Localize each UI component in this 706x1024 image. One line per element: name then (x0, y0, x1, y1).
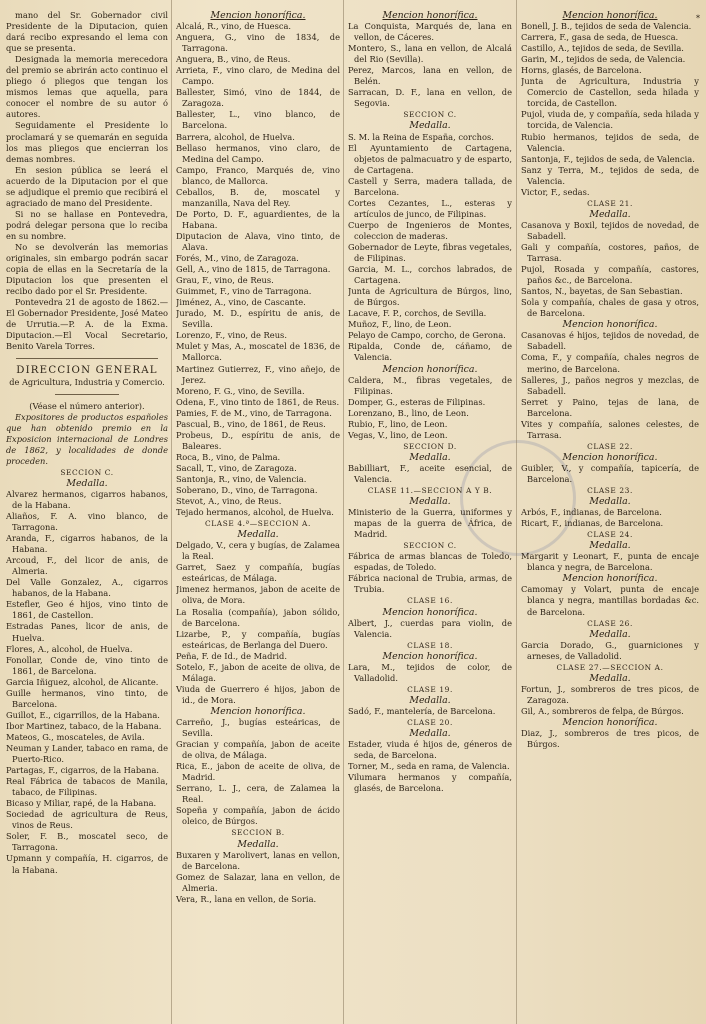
clase-heading: CLASE 23. (587, 486, 633, 496)
exhibitor-entry-list (348, 739, 512, 794)
exhibitor-entry: Junta de Agricultura de Búrgos, lino, de Búrgos. (348, 286, 512, 308)
exhibitor-entry: Gomez de Salazar, lana en vellon, de Almeria. (176, 871, 340, 893)
exhibitor-entry: Aliaños, F. A. vino blanco, de Tarragona. (6, 511, 168, 533)
exhibitor-entry: Lorenzo, F., vino, de Reus. (176, 330, 287, 341)
column-4 (521, 10, 699, 1018)
mention-heading: Mencion honorífica. (562, 451, 658, 463)
exhibitor-entry: El Ayuntamiento de Cartagena, objetos de palmacuatro y de esparto, de Cartagena. (348, 142, 512, 175)
exhibitor-entry: Mulet y Mas, A., moscatel de 1836, de Mallorca. (176, 341, 340, 363)
exhibitor-entry-list (348, 463, 512, 485)
exhibitor-entry: Ballester, Simó, vino de 1844, de Zaragoza. (176, 87, 340, 109)
exhibitor-entry: Sarracan, D. F., lana en vellon, de Segovia. (348, 87, 512, 109)
exhibitor-entry: Pujol, viuda de, y compañía, seda hilada y torcida, de Valencia. (521, 109, 699, 131)
exhibitor-entry: Camomay y Volart, punta de encaje blanca y negra, mantillas bordadas &c. de Barcelona. (521, 584, 699, 617)
exhibitor-entry: Junta de Agricultura, Industria y Comercio de Castellon, seda hilada y torcida, de Castellon. (521, 76, 699, 109)
exhibitor-entry: Bonell, J. B., tejidos de seda de Valencia. (521, 21, 692, 32)
exhibitor-entry: Flores, A., alcohol, de Huelva. (6, 643, 133, 654)
exhibitor-entry: Coma, F., y compañía, chales negros de merino, de Barcelona. (521, 352, 699, 374)
exhibitor-entry-list (176, 717, 340, 827)
exhibitor-entry: Probeus, D., espíritu de anis, de Baleares. (176, 429, 340, 451)
intro-paragraph: No se devolverán las memorias originales, sin embargo podrán sacar copia de ellas en la Secretaría de la Diputacion los que presenten el recibo dado por el Sr. Presidente. (6, 241, 168, 297)
mention-heading: Mencion honorífica. (562, 10, 658, 21)
exhibitor-entry-list (521, 220, 699, 319)
divider (16, 358, 159, 359)
exhibitor-entry: Stevot, A., vino, de Reus. (176, 496, 282, 507)
exhibitor-entry: Vegas, V., lino, de Leon. (348, 429, 448, 440)
mention-heading: Mencion honorífica. (562, 717, 658, 728)
exhibitor-entry: Ibor Martinez, tabaco, de la Habana. (6, 720, 162, 731)
exhibitor-entry: Arbós, F., indianas, de Barcelona. (521, 507, 662, 518)
exhibitor-entry: Fonollar, Conde de, vino tinto de 1861, de Barcelona. (6, 654, 168, 676)
mention-heading: Mencion honorífica. (210, 705, 306, 717)
expo-title: Expositores de productos españoles que han obtenido premio en la Exposicion internacional de Londres de 1862, y localidades de donde proceden. (6, 411, 168, 466)
exhibitor-entry-list (521, 551, 699, 573)
exhibitor-entry: Victor, F., sedas. (521, 186, 590, 197)
exhibitor-entry: Sociedad de agricultura de Reus, vinos de Reus. (6, 809, 168, 831)
intro-paragraph: Designada la memoria merecedora del premio se abrirán acto continuo el pliego ó pliegos que tengan los mismos lemas que aquella, para conocer el nombre de su autor ó autores. (6, 54, 168, 120)
page-mark: * (696, 14, 700, 23)
clase-heading: CLASE 26. (587, 618, 633, 628)
intro-paragraph: Seguidamente el Presidente lo proclamará y se quemarán en seguida los mas pliegos que encierran los demas nombres. (6, 120, 168, 164)
column-3 (348, 10, 512, 1018)
exhibitor-entry: Garret, Saez y compañía, bugías esteáricas, de Málaga. (176, 562, 340, 584)
exhibitor-entry: Santonja, R., vino, de Valencia. (176, 473, 307, 484)
exhibitor-entry-list (521, 584, 699, 617)
exhibitor-entry: Del Valle Gonzalez, A., cigarros habanos, de la Habana. (6, 577, 168, 599)
exhibitor-entry: Garin, M., tejidos de seda, de Valencia. (521, 54, 686, 65)
mention-heading: Mencion honorífica. (382, 363, 478, 375)
medal-heading: Medalla. (589, 672, 631, 684)
exhibitor-entry: Gali y compañía, costores, paños, de Tarrasa. (521, 241, 699, 264)
exhibitor-entry: Muñoz, F., lino, de Leon. (348, 319, 452, 330)
exhibitor-entry: Rubio, F., lino, de Leon. (348, 418, 448, 429)
column-rule (171, 0, 172, 1024)
exhibitor-entry-list (348, 618, 512, 640)
exhibitor-entry-list (521, 684, 699, 717)
exhibitor-entry-list (176, 21, 340, 518)
medal-heading: Medalla. (66, 477, 108, 489)
medal-heading: Medalla. (589, 208, 631, 220)
exhibitor-entry: Alcalá, R., vino, de Huesca. (176, 21, 292, 32)
section-heading: SECCION C. (403, 110, 457, 120)
exhibitor-entry: Vilumara hermanos y compañía, glasés, de Barcelona. (348, 772, 512, 794)
clase-heading: CLASE 21. (587, 198, 633, 208)
column-1 (6, 10, 168, 1018)
exhibitor-entry: Bellaso hermanos, vino claro, de Medina del Campo. (176, 142, 340, 164)
exhibitor-entry: Jiménez, A., vino, de Cascante. (176, 297, 306, 308)
exhibitor-entry: Sotelo, F., jabon de aceite de oliva, de Málaga. (176, 661, 340, 683)
exhibitor-entry: Neuman y Lander, tabaco en rama, de Puerto-Rico. (6, 743, 168, 765)
exhibitor-entry: Torner, M., seda en rama, de Valencia. (348, 761, 510, 772)
divider (55, 394, 120, 395)
exhibitor-entry-list (348, 21, 512, 109)
medal-heading: Medalla. (409, 694, 451, 706)
exhibitor-entry: Peña, F. de Id., de Madrid. (176, 650, 287, 661)
medal-heading: Medalla. (237, 838, 279, 850)
mention-heading: Mencion honorífica. (562, 319, 658, 331)
exhibitor-entry: Roca, B., vino, de Palma. (176, 451, 281, 462)
exhibitor-entry-list (176, 850, 340, 905)
exhibitor-entry: Guillot, E., cigarrillos, de la Habana. (6, 709, 160, 720)
exhibitor-entry: Sadó, F., mantelería, de Barcelona. (348, 705, 496, 716)
clase-heading: CLASE 18. (407, 640, 453, 650)
exhibitor-entry: Tejado hermanos, alcohol, de Huelva. (176, 507, 334, 518)
exhibitor-entry-list (521, 463, 699, 485)
exhibitor-entry: Mateos, G., moscateles, de Avila. (6, 731, 145, 742)
intro-paragraph: mano del Sr. Gobernador civil Presidente de la Diputacion, quien dará recibo expresando el lema con que se presenta. (6, 10, 168, 54)
exhibitor-entry: Estradas Panes, licor de anis, de Huelva. (6, 621, 168, 643)
direccion-subtitle: de Agricultura, Industria y Comercio. (9, 376, 165, 387)
exhibitor-entry-list (6, 489, 168, 876)
exhibitor-entry: Margarit y Leonart, F., punta de encaje blanca y negra, de Barcelona. (521, 551, 699, 573)
exhibitor-entry: Real Fábrica de tabacos de Manila, tabaco, de Filipinas. (6, 776, 168, 798)
exhibitor-entry: Casanova y Boxil, tejidos de novedad, de Sabadell. (521, 219, 699, 241)
exhibitor-entry: Martinez Gutierrez, F., vino añejo, de Jerez. (176, 363, 340, 385)
exhibitor-entry: Guibler, V., y compañía, tapicería, de Barcelona. (521, 462, 699, 484)
exhibitor-entry-list (521, 21, 699, 198)
exhibitor-entry: Salleres, J., paños negros y mezclas, de Sabadell. (521, 374, 699, 396)
intro-paragraph: Si no se hallase en Pontevedra, podrá delegar persona que lo reciba en su nombre. (6, 208, 168, 241)
exhibitor-entry: Partagas, F., cigarros, de la Habana. (6, 765, 160, 776)
medal-heading: Medalla. (409, 451, 451, 463)
mention-heading: Mencion honorífica. (382, 10, 478, 21)
exhibitor-entry: Serrano, L. J., cera, de Zalamea la Real. (176, 783, 340, 805)
clase-heading: CLASE 11.—SECCION A Y B. (367, 486, 493, 496)
intro-paragraph-list (6, 10, 168, 352)
exhibitor-entry: Gil, A., sombreros de felpa, de Búrgos. (521, 705, 684, 716)
exhibitor-entry: Lara, M., tejidos de color, de Valladolid. (348, 661, 512, 683)
medal-heading: Medalla. (589, 540, 631, 552)
exhibitor-entry: Guimmet, F., vino de Tarragona. (176, 286, 312, 297)
section-heading: SECCION D. (403, 441, 457, 451)
exhibitor-entry: Garcia Dorado, G., guarniciones y arneses, de Valladolid. (521, 639, 699, 661)
exhibitor-entry: Sola y compañía, chales de gasa y otros, de Barcelona. (521, 297, 699, 319)
exhibitor-entry-list (348, 706, 512, 717)
exhibitor-entry: Pelayo de Campo, corcho, de Gerona. (348, 330, 506, 341)
column-rule (516, 0, 517, 1024)
exhibitor-entry: Babilliart, F., aceite esencial, de Valencia. (348, 462, 512, 484)
exhibitor-entry: De Porto, D. F., aguardientes, de la Habana. (176, 208, 340, 230)
exhibitor-entry-list (521, 330, 699, 440)
exhibitor-entry: Ricart, F., indianas, de Barcelona. (521, 518, 664, 529)
exhibitor-entry-list (521, 728, 699, 750)
exhibitor-entry: Arrieta, F., vino claro, de Medina del Campo. (176, 65, 340, 87)
exhibitor-entry: Forés, M., vino, de Zaragoza. (176, 253, 299, 264)
medal-heading: Medalla. (409, 496, 451, 508)
exhibitor-entry: Carreño, J., bugías esteáricas, de Sevilla. (176, 717, 340, 739)
exhibitor-entry: S. M. la Reina de España, corchos. (348, 131, 494, 142)
exhibitor-entry-list (348, 551, 512, 595)
mention-heading: Mencion honorífica. (382, 650, 478, 662)
exhibitor-entry: Gracian y compañía, jabon de aceite de oliva, de Málaga. (176, 739, 340, 761)
exhibitor-entry: Gell, A., vino de 1815, de Tarragona. (176, 264, 331, 275)
exhibitor-entry: Domper, G., esteras de Filipinas. (348, 396, 486, 407)
exhibitor-entry: Anguera, B., vino, de Reus. (176, 54, 291, 65)
clase-heading: CLASE 24. (587, 530, 633, 540)
exhibitor-entry: Sopeña y compañía, jabon de ácido oleico, de Búrgos. (176, 805, 340, 827)
exhibitor-entry: Serret y Paino, tejas de lana, de Barcelona. (521, 396, 699, 418)
exhibitor-entry: Rubio hermanos, tejidos de seda, de Valencia. (521, 131, 699, 153)
exhibitor-entry: Pamies, F. de M., vino, de Tarragona. (176, 407, 332, 418)
clase-heading: CLASE 4.ª—SECCION A. (205, 519, 311, 529)
exhibitor-entry: Caldera, M., fibras vegetales, de Filipinas. (348, 374, 512, 396)
section-heading: SECCION B. (231, 828, 285, 838)
exhibitor-entry-list (521, 640, 699, 662)
exhibitor-entry-list (348, 507, 512, 540)
see-note: (Véase el número anterior). (29, 400, 145, 411)
exhibitor-entry: Campo, Franco, Marqués de, vino blanco, de Mallorca. (176, 164, 340, 186)
medal-heading: Medalla. (237, 529, 279, 541)
exhibitor-entry: Alvarez hermanos, cigarros habanos, de la Habana. (6, 488, 168, 510)
exhibitor-entry-list (348, 132, 512, 364)
section-heading: SECCION C. (60, 467, 114, 477)
exhibitor-entry: Garcia Iñiguez, alcohol, de Alicante. (6, 676, 159, 687)
exhibitor-entry: Castillo, A., tejidos de seda, de Sevilla. (521, 43, 684, 54)
medal-heading: Medalla. (409, 728, 451, 740)
exhibitor-entry: Anguera, G., vino de 1834, de Tarragona. (176, 32, 340, 54)
exhibitor-entry-list (348, 662, 512, 684)
exhibitor-entry: Gobernador de Leyte, fibras vegetales, de Filipinas. (348, 241, 512, 264)
clase-heading: CLASE 27.—SECCION A. (556, 662, 664, 672)
exhibitor-entry: Perez, Marcos, lana en vellon, de Belén. (348, 65, 512, 87)
exhibitor-entry: Cuerpo de Ingenieros de Montes, coleccion de maderas. (348, 219, 512, 241)
exhibitor-entry: Cortes Cezantes, L., esteras y artículos de junco, de Filipinas. (348, 197, 512, 219)
exhibitor-entry: Sacall, T., vino, de Zaragoza. (176, 462, 297, 473)
exhibitor-entry-list (521, 507, 699, 529)
exhibitor-entry: Jimenez hermanos, jabon de aceite de oliva, de Mora. (176, 584, 340, 606)
column-2 (176, 10, 340, 1018)
exhibitor-entry: Soler, F. B., moscatel seco, de Tarragona. (6, 831, 168, 853)
mention-heading: Mencion honorífica. (562, 573, 658, 585)
exhibitor-entry: Soberano, D., vino, de Tarragona. (176, 485, 318, 496)
exhibitor-entry: Garcia, M. L., corchos labrados, de Cartagena. (348, 264, 512, 286)
mention-heading: Mencion honorífica. (210, 10, 306, 21)
exhibitor-entry: Estader, viuda é hijos de, géneros de seda, de Barcelona. (348, 739, 512, 761)
exhibitor-entry: Arcoud, F., del licor de anis, de Almeria. (6, 555, 168, 577)
exhibitor-entry: Casanovas é hijos, tejidos de novedad, de Sabadell. (521, 330, 699, 352)
exhibitor-entry: Pujol, Rosada y compañía, castores, paños &c., de Barcelona. (521, 264, 699, 286)
exhibitor-entry-list (348, 375, 512, 441)
exhibitor-entry: Vera, R., lana en vellon, de Soria. (176, 893, 317, 904)
exhibitor-entry: Barrera, alcohol, de Huelva. (176, 131, 295, 142)
exhibitor-entry: Jurado, M. D., espíritu de anis, de Sevilla. (176, 308, 340, 330)
clase-heading: CLASE 19. (407, 684, 453, 694)
clase-heading: CLASE 16. (407, 596, 453, 606)
exhibitor-entry: Carrera, F., gasa de seda, de Huesca. (521, 32, 679, 43)
exhibitor-entry: La Conquista, Marqués de, lana en vellon, de Cáceres. (348, 21, 512, 43)
exhibitor-entry: La Rosalia (compañía), jabon sólido, de Barcelona. (176, 606, 340, 628)
medal-heading: Medalla. (589, 496, 631, 508)
exhibitor-entry: Ceballos, B. de, moscatel y manzanilla, Nava del Rey. (176, 186, 340, 208)
exhibitor-entry: Bicaso y Miliar, rapé, de la Habana. (6, 798, 157, 809)
exhibitor-entry: Fábrica nacional de Trubia, armas, de Trubia. (348, 573, 512, 595)
exhibitor-entry: Albert, J., cuerdas para violin, de Valencia. (348, 617, 512, 639)
exhibitor-entry: Ripalda, Conde de, cáñamo, de Valencia. (348, 341, 512, 363)
exhibitor-entry: Upmann y compañía, H. cigarros, de la Habana. (6, 853, 168, 875)
mention-heading: Mencion honorífica. (382, 606, 478, 618)
intro-paragraph: En sesion pública se leerá el acuerdo de la Diputacion por el que se adjudique el premio que recibirá el agraciado de mano del Presidente. (6, 164, 168, 208)
exhibitor-entry: Pascual, B., vino, de 1861, de Reus. (176, 418, 326, 429)
exhibitor-entry: Santos, N., bayetas, de San Sebastian. (521, 286, 683, 297)
section-heading: SECCION C. (403, 541, 457, 551)
exhibitor-entry: Castell y Serra, madera tallada, de Barcelona. (348, 175, 512, 197)
exhibitor-entry: Vites y compañía, salones celestes, de Tarrasa. (521, 418, 699, 440)
exhibitor-entry: Sanz y Terra, M., tejidos de seda, de Valencia. (521, 164, 699, 186)
medal-heading: Medalla. (589, 628, 631, 640)
exhibitor-entry: Viuda de Guerrero é hijos, jabon de id., de Mora. (176, 683, 340, 705)
exhibitor-entry: Ballester, L., vino blanco, de Barcelona. (176, 109, 340, 131)
exhibitor-entry: Delgado, V., cera y bugías, de Zalamea la Real. (176, 540, 340, 562)
exhibitor-entry: Lacave, F. P., corchos, de Sevilla. (348, 308, 487, 319)
exhibitor-entry: Diputacion de Alava, vino tinto, de Alava. (176, 230, 340, 252)
exhibitor-entry: Diaz, J., sombreros de tres picos, de Búrgos. (521, 728, 699, 750)
clase-heading: CLASE 22. (587, 441, 633, 451)
exhibitor-entry: Ministerio de la Guerra, uniformes y mapas de la guerra de África, de Madrid. (348, 507, 512, 540)
exhibitor-entry: Lorenzano, B., lino, de Leon. (348, 407, 469, 418)
exhibitor-entry: Rica, E., jabon de aceite de oliva, de Madrid. (176, 761, 340, 783)
exhibitor-entry: Horns, glasés, de Barcelona. (521, 65, 642, 76)
exhibitor-entry: Guille hermanos, vino tinto, de Barcelona. (6, 687, 168, 709)
intro-paragraph: Pontevedra 21 de agosto de 1862.—El Gobernador Presidente, José Mateo de Urrutia.—P. A. de la Exma. Diputacion.—El Vocal Secretario, Benito Varela Torres. (6, 297, 168, 352)
medal-heading: Medalla. (409, 120, 451, 132)
exhibitor-entry: Fortun, J., sombreros de tres picos, de Zaragoza. (521, 683, 699, 705)
exhibitor-entry: Santonja, F., tejidos de seda, de Valencia. (521, 153, 695, 164)
exhibitor-entry: Estefler, Geo é hijos, vino tinto de 1861, de Castellon. (6, 599, 168, 621)
exhibitor-entry: Grau, F., vino, de Reus. (176, 275, 274, 286)
column-rule (343, 0, 344, 1024)
exhibitor-entry: Odena, F., vino tinto de 1861, de Reus. (176, 396, 340, 407)
exhibitor-entry: Buxaren y Marolivert, lanas en vellon, de Barcelona. (176, 849, 340, 871)
exhibitor-entry: Aranda, F., cigarros habanos, de la Habana. (6, 533, 168, 555)
exhibitor-entry: Moreno, F. G., vino, de Sevilla. (176, 385, 305, 396)
clase-heading: CLASE 20. (407, 718, 453, 727)
direccion-title: DIRECCION GENERAL (16, 365, 158, 377)
exhibitor-entry: Lizarbe, P., y compañía, bugías esteáricas, de Berlanga del Duero. (176, 628, 340, 650)
exhibitor-entry: Montero, S., lana en vellon, de Alcalá del Rio (Sevilla). (348, 43, 512, 65)
exhibitor-entry-list (176, 540, 340, 706)
exhibitor-entry: Fábrica de armas blancas de Toledo, espadas, de Toledo. (348, 551, 512, 573)
